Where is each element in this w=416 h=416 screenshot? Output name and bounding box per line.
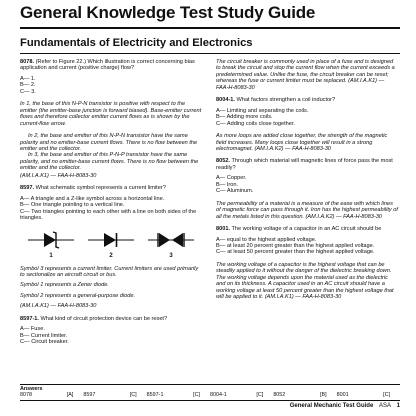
question-8004-1: [216, 97, 398, 127]
answer-key-item: [20, 392, 83, 400]
answer-key-item: [273, 392, 336, 400]
answer-key-item: [147, 392, 210, 400]
answer-option: B— Adding more coils.: [216, 114, 273, 121]
page-footer: [286, 403, 400, 409]
section-title: Fundamentals of Electricity and Electronics: [20, 37, 253, 49]
answer-key-value: [A]: [66, 392, 74, 398]
answer-option: A— A triangle and a Z-like symbol across a horizontal line.: [20, 195, 165, 202]
explanation: As more loops are added close together, the strength of the magnetic field increases. Many loops close together will result in a strong electromagnet. (AM.I.A.K2) — FAA-H-8083-30: [216, 133, 388, 152]
explanation: The working voltage of a capacitor is the highest voltage that can be steadily applied to it without the danger of the dielectric breaking down. The working voltage depends upon the material used as the dielectric and on its thickness. A capacitor used in an AC circuit should have a working voltage at least 50 percent greater than the highest voltage that will be applied to it. (AM.I.A.K1) — FAA-H-8083-30: [216, 261, 394, 301]
answer-option: C— Circuit breaker.: [20, 339, 69, 346]
explanation: In 3, the base and emitter of this P-N-P transistor have the same polarity, and no emitter-base current flows. There is no flow between the emitter and the collector.: [20, 152, 199, 172]
answers-row: [20, 392, 400, 401]
page-number: 1: [396, 403, 400, 409]
answer-key-item: [337, 392, 400, 400]
left-column: [20, 59, 202, 352]
answer-option: B— at least 20 percent greater than the highest applied voltage.: [216, 242, 375, 249]
explanation: The circuit breaker is commonly used in place of a fuse and is designed to break the circuit and stop the current flow when the current exceeds a predetermined value. Unlike the fuse, the circuit breaker can be reset; whereas the fuse or current limiter must be replaced. (AM.I.A.K1) — FAA-H-8083-30: [216, 59, 395, 91]
question-8078: [20, 59, 202, 95]
question-8001: [216, 226, 398, 256]
schematic-symbols: [20, 228, 202, 262]
section-rule: [20, 53, 400, 54]
question-text: What schematic symbol represents a current limiter?: [35, 185, 166, 192]
title-rule: [20, 27, 400, 29]
answer-key-item: [210, 392, 273, 400]
answer-key-value: [C]: [383, 392, 390, 398]
answer-key-value: [C]: [193, 392, 200, 398]
answer-option: C— at least 50 percent greater than the highest applied voltage.: [216, 249, 375, 256]
question-text: The working voltage of a capacitor in an AC circuit should be: [231, 226, 382, 233]
current-limiter-symbol: [148, 228, 194, 252]
explanation: In 1, the base of this N-P-N transistor is positive with respect to the emitter (the emitter-base junction is forward biased). Base-emitter current flows and therefore collector emitter current flows as is shown by the current-flow arrow.: [20, 101, 202, 127]
answer-key-number: 8597: [83, 392, 96, 398]
question-8597-1: [20, 316, 202, 346]
answer-option: B— Iron.: [216, 181, 239, 188]
symbol-label: 2: [109, 252, 113, 259]
answer-option: B— Current limiter.: [20, 332, 68, 339]
answers-rule: [20, 384, 400, 385]
answer-option: A— equal to the highest applied voltage.: [216, 236, 317, 243]
symbol-label: 1: [49, 252, 53, 259]
question-8052: [216, 158, 398, 194]
right-column: [216, 59, 398, 307]
question-text: What factors strengthen a coil inductor?: [236, 97, 336, 104]
symbol-label: 3: [169, 252, 173, 259]
question-8597: [20, 185, 202, 221]
answer-key-number: 8597-1: [146, 392, 164, 398]
answer-option: A— Fuse.: [20, 326, 45, 333]
explanation: Symbol 2 represents a general-purpose diode.: [20, 292, 136, 299]
explanation: In 2, the base and emitter of this N-P-N transistor have the same polarity and no emitter-base current flows. There is no flow between the emitter and the collector.: [20, 133, 198, 152]
book-title: General Mechanic Test Guide: [289, 403, 374, 409]
answer-key-number: 8001: [336, 392, 349, 398]
reference: (AM.I.A.K1) — FAA-H-8083-30: [20, 303, 97, 310]
question-number: 8078.: [20, 59, 34, 65]
explanation: Symbol 1 represents a Zener diode.: [20, 282, 109, 289]
answer-option: A— 1.: [20, 75, 36, 82]
question-text: Through which material will magnetic lines of force pass the most readily?: [216, 158, 393, 171]
answer-key-number: 8004-1: [209, 392, 227, 398]
question-number: 8004-1.: [216, 97, 235, 104]
answer-option: A— Limiting and separating the coils.: [216, 107, 309, 114]
question-number: 8052.: [216, 158, 230, 165]
explanation: The permeability of a material is a measure of the ease with which lines of magnetic force can pass through it. Iron has the highest permeability of all the metals listed in this question. (AM.I.A.K2) — FAA-H-8083-30: [216, 200, 398, 220]
question-text: What kind of circuit protection device can be reset?: [40, 315, 168, 322]
publisher: ASA: [378, 403, 391, 409]
question-text: (Refer to Figure 22.) Which illustration is correct concerning bias application and current (positive charge) flow?: [20, 59, 195, 72]
answer-option: C— Adding coils close together.: [216, 120, 295, 127]
answer-option: C— Two triangles pointing to each other with a line on both sides of the triangles.: [20, 208, 197, 222]
answer-option: C— 3.: [20, 88, 36, 95]
answer-option: A— Copper.: [216, 175, 247, 182]
answer-key-value: [C]: [256, 392, 264, 398]
diode-symbol: [88, 228, 134, 252]
question-number: 8597-1.: [20, 315, 39, 322]
page-title: General Knowledge Test Study Guide: [20, 3, 316, 22]
question-number: 8001.: [216, 226, 230, 233]
answer-key-value: [C]: [129, 392, 137, 398]
answer-key-value: [B]: [320, 392, 327, 398]
zener-diode-symbol: [28, 228, 74, 252]
answer-key-item: [83, 392, 146, 400]
reference: (AM.I.A.K1) — FAA-H-8083-30: [20, 172, 97, 179]
answer-option: B— One triangle pointing to a vertical line.: [20, 202, 125, 209]
answer-key-number: 8052: [273, 392, 286, 398]
explanation: Symbol 3 represents a current limiter. Current limiters are used primarily to sectionalize an aircraft circuit or bus.: [20, 265, 199, 278]
answer-option: C— Aluminum.: [216, 188, 254, 195]
answers-label: Answers: [20, 386, 43, 392]
answer-key-number: 8078: [20, 392, 32, 398]
question-number: 8597.: [20, 185, 34, 192]
answer-option: B— 2.: [20, 82, 36, 89]
